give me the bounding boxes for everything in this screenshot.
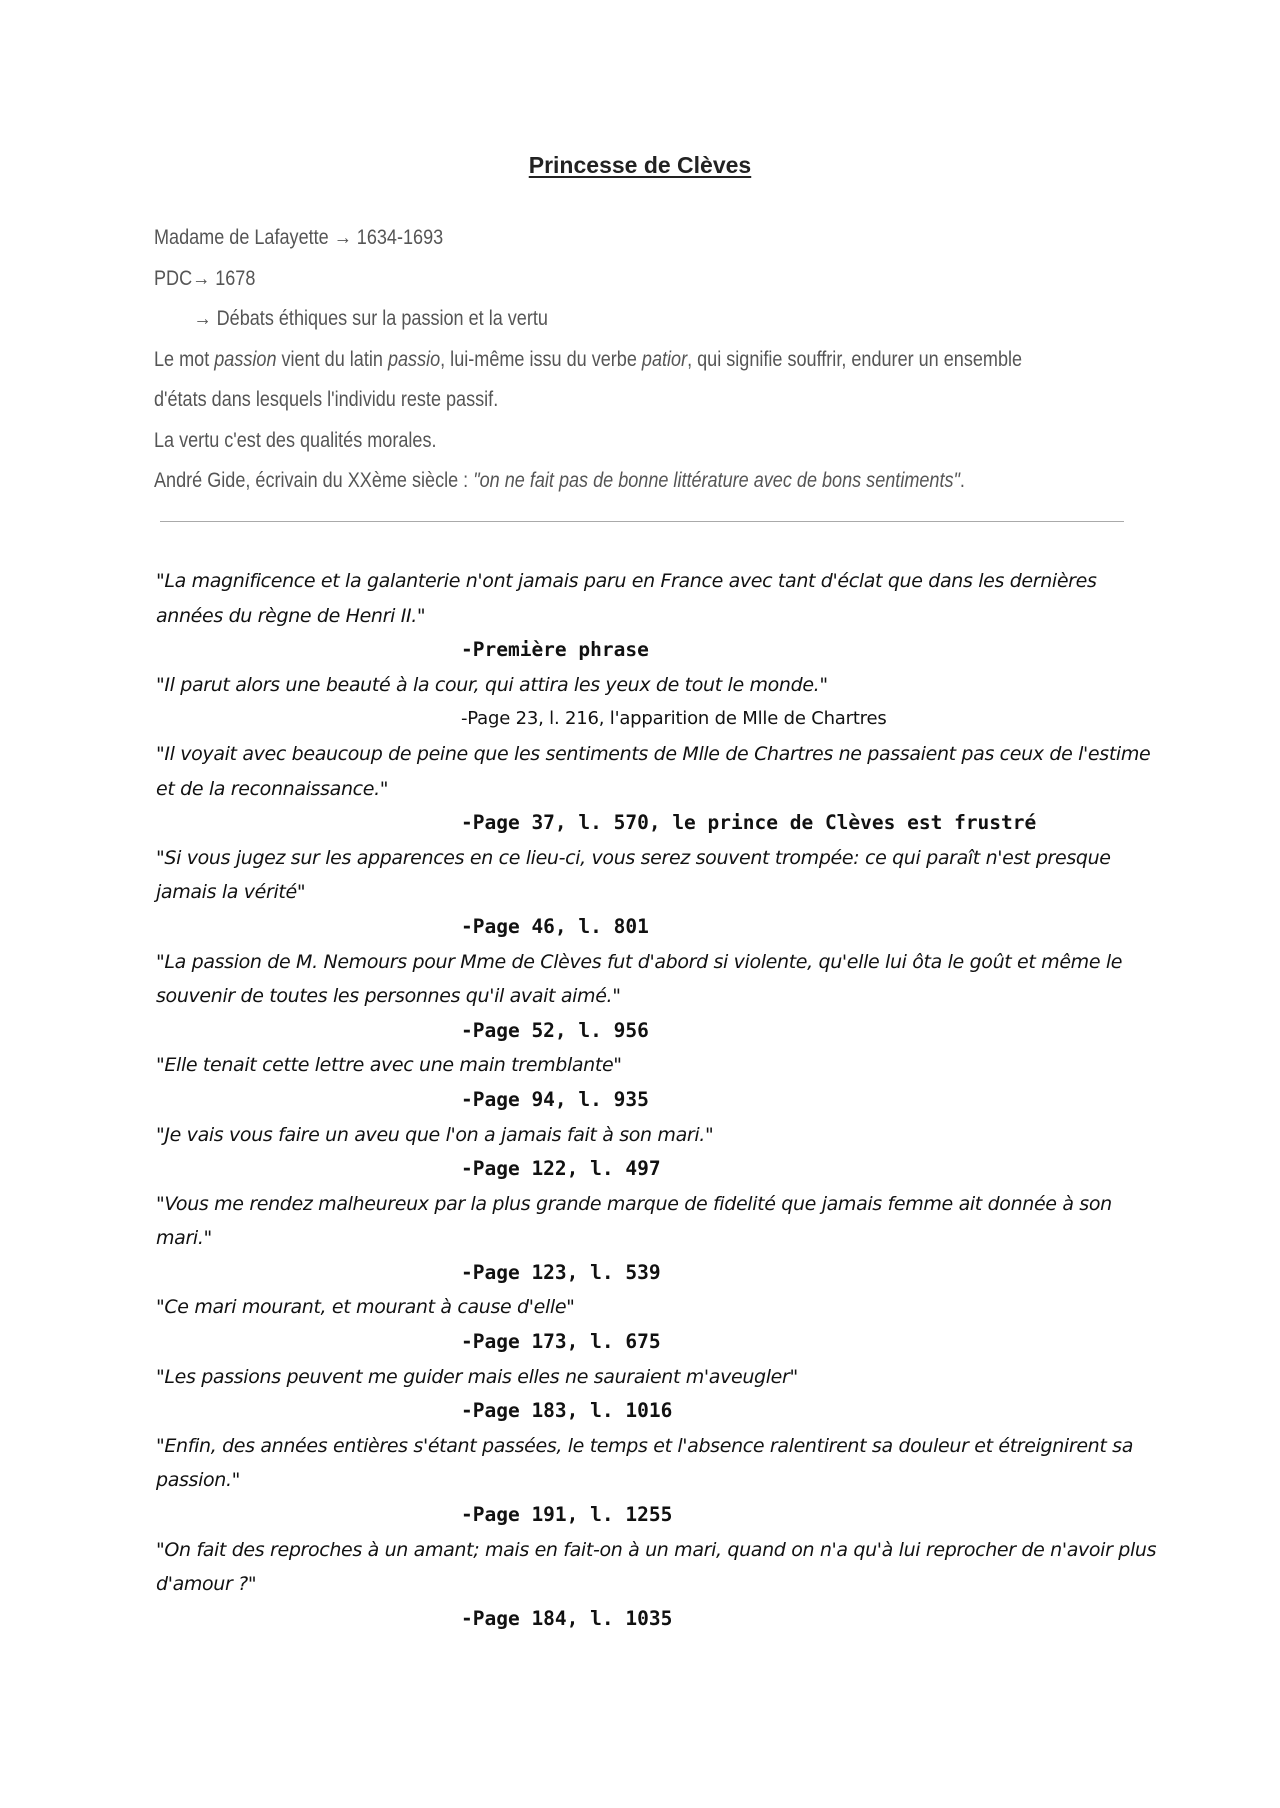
- quote-reference: -Page 94, l. 935: [461, 1087, 649, 1111]
- quote-reference: -Page 46, l. 801: [461, 914, 649, 938]
- quote-text: "Enfin, des années entières s'étant passées, le temps et l'absence ralentirent sa douleur et étreignirent sa passion.": [156, 1434, 1133, 1492]
- page-title: Princesse de Clèves: [528, 152, 752, 178]
- quote-reference: -Première phrase: [461, 638, 649, 662]
- quote-text: "Si vous jugez sur les apparences en ce lieu-ci, vous serez souvent trompée: ce qui paraît n'est presque jamais la vérité": [156, 846, 1111, 904]
- quote-text: "Les passions peuvent me guider mais elles ne sauraient m'aveugler": [156, 1365, 798, 1388]
- quote-reference: -Page 183, l. 1016: [461, 1399, 673, 1423]
- passion-definition-cont: d'états dans lesquels l'individu reste passif.: [154, 388, 499, 411]
- quote-reference: -Page 23, l. 216, l'apparition de Mlle de Chartres: [461, 708, 887, 730]
- passion-definition: Le mot passion vient du latin passio, lui-même issu du verbe patior, qui signifie souffrir, endurer un ensemble: [154, 347, 1023, 371]
- quote-text: "Elle tenait cette lettre avec une main tremblante": [156, 1054, 622, 1077]
- quote-reference: -Page 191, l. 1255: [461, 1503, 673, 1527]
- publication-date: PDC→ 1678: [154, 266, 256, 290]
- quote-reference: -Page 52, l. 956: [461, 1018, 649, 1042]
- quote-text: "La passion de M. Nemours pour Mme de Clèves fut d'abord si violente, qu'elle lui ôta le goût et même le souvenir de toutes les personnes qu'il avait aimé.": [156, 950, 1123, 1008]
- theme-line: → Débats éthiques sur la passion et la vertu: [193, 307, 548, 330]
- author-dates: Madame de Lafayette → 1634-1693: [154, 226, 444, 249]
- quote-text: "Il parut alors une beauté à la cour, qui attira les yeux de tout le monde.": [156, 673, 828, 696]
- quotes-list: [156, 564, 1166, 1636]
- quote-text: "La magnificence et la galanterie n'ont jamais paru en France avec tant d'éclat que dans les dernières années du règne de Henri II.": [156, 570, 1097, 627]
- intro-section: [154, 218, 1134, 502]
- quote-reference: -Page 122, l. 497: [461, 1157, 661, 1181]
- quote-text: "Il voyait avec beaucoup de peine que les sentiments de Mlle de Chartres ne passaient pas ceux de l'estime et de la reconnaissance.": [156, 742, 1151, 800]
- quote-text: "Je vais vous faire un aveu que l'on a jamais fait à son mari.": [156, 1123, 714, 1146]
- quote-text: "Ce mari mourant, et mourant à cause d'elle": [156, 1296, 575, 1319]
- horizontal-divider: [160, 521, 1124, 522]
- quote-text: "Vous me rendez malheureux par la plus grande marque de fidelité que jamais femme ait donnée à son mari.": [156, 1192, 1112, 1250]
- quote-reference: -Page 123, l. 539: [461, 1260, 661, 1284]
- quote-reference: -Page 37, l. 570, le prince de Clèves est frustré: [461, 811, 1037, 835]
- quote-text: "On fait des reproches à un amant; mais en fait-on à un mari, quand on n'a qu'à lui reprocher de n'avoir plus d'amour ?": [156, 1538, 1157, 1596]
- gide-citation: André Gide, écrivain du XXème siècle : "on ne fait pas de bonne littérature avec de bons sentiments".: [154, 469, 965, 492]
- quote-reference: -Page 184, l. 1035: [461, 1606, 673, 1630]
- vertu-definition: La vertu c'est des qualités morales.: [154, 428, 437, 452]
- quote-reference: -Page 173, l. 675: [461, 1330, 661, 1354]
